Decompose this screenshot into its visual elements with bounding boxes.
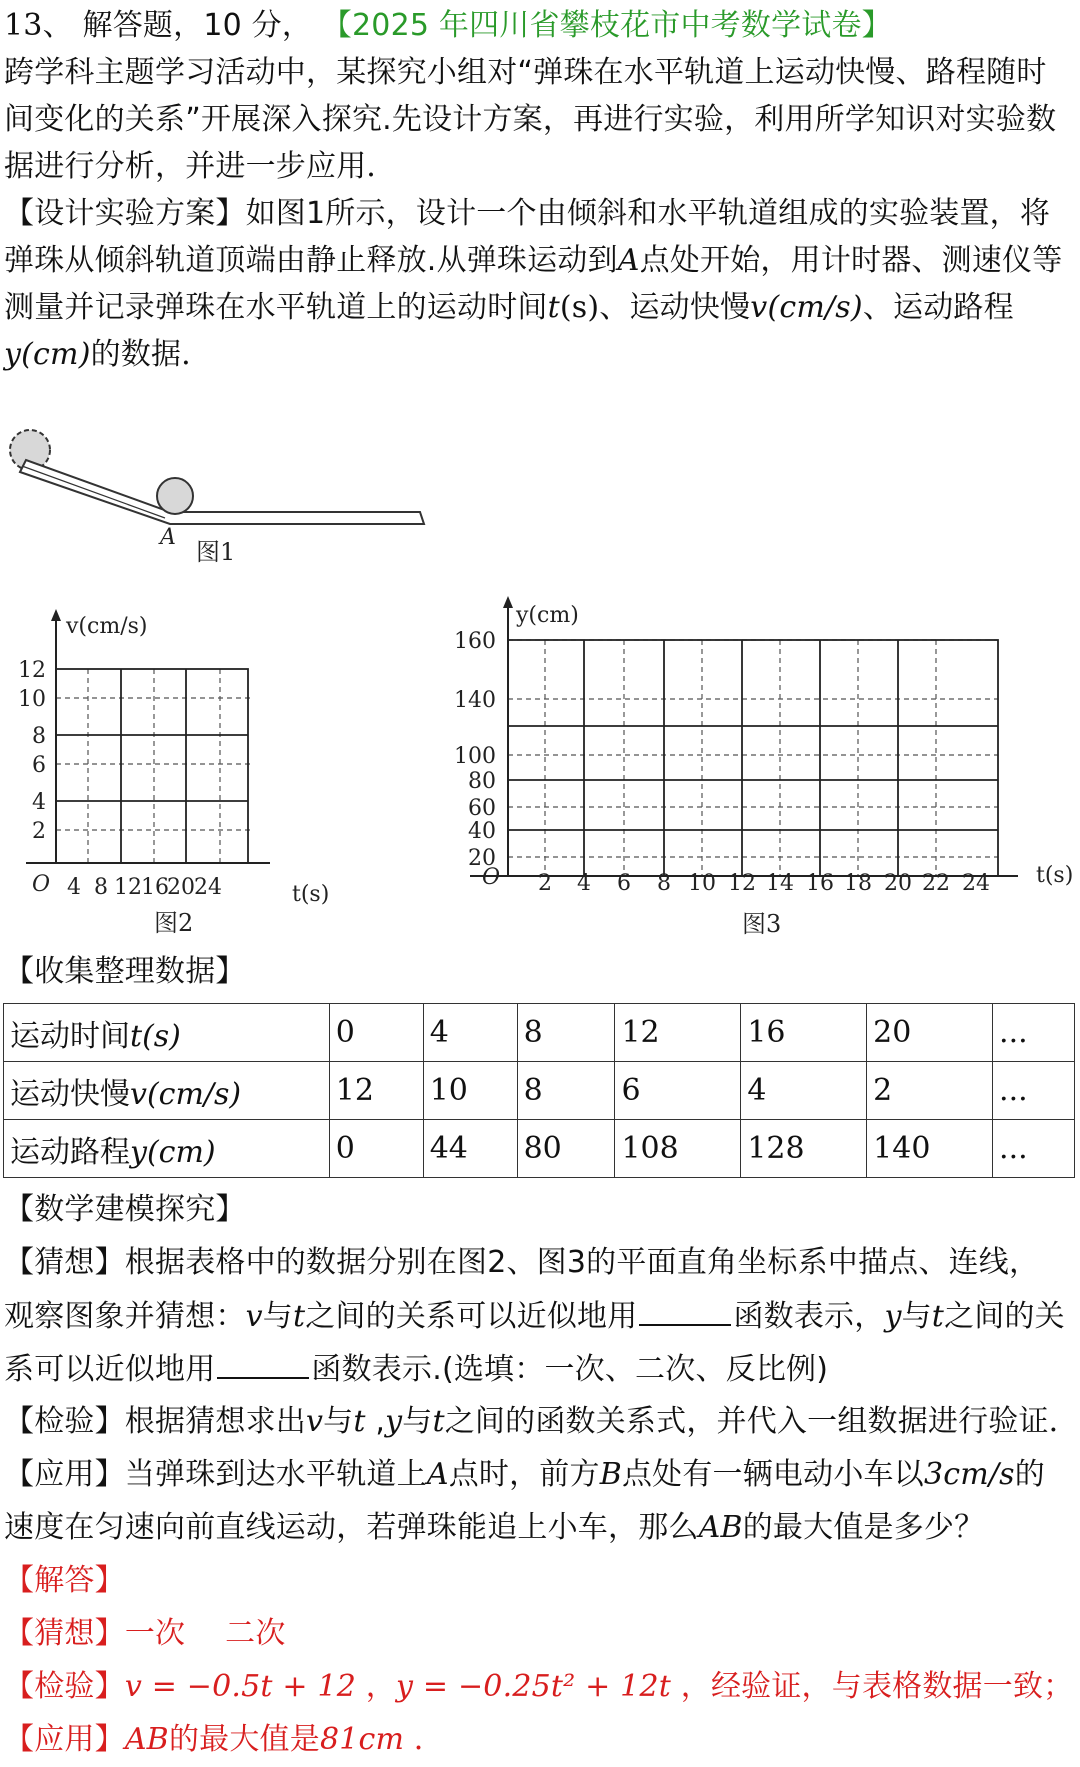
var-AB: AB — [124, 1722, 169, 1757]
x-tick-label: 20 — [884, 871, 912, 896]
x-tick-label: 8 — [657, 871, 671, 896]
x-tick-label: 6 — [617, 871, 631, 896]
text: 速度在匀速向前直线运动，若弹珠能追上小车，那么 — [4, 1510, 699, 1545]
text: 与 — [402, 1404, 433, 1439]
y-tick-label: 60 — [468, 796, 496, 821]
text: 点处有一辆电动小车以 — [621, 1457, 924, 1492]
var-v: v — [245, 1299, 263, 1334]
table-cell: 44 — [423, 1120, 517, 1178]
speed-value: 3cm/s — [923, 1457, 1015, 1492]
table-cell: 4 — [423, 1004, 517, 1062]
answer-heading: 【解答】 — [4, 1563, 125, 1598]
var-t: t — [292, 1299, 306, 1334]
text: , — [365, 1404, 386, 1439]
modeling-heading: 【数学建模探究】 — [4, 1192, 246, 1227]
table-cell: 0 — [329, 1004, 423, 1062]
guess-line-3 — [4, 1349, 828, 1390]
y-tick-label: 8 — [32, 724, 46, 749]
question-type: 解答题，10 分， — [82, 8, 313, 43]
y-tick-label: 6 — [32, 753, 46, 778]
track — [20, 460, 424, 524]
text: 、运动快慢 — [599, 290, 751, 325]
y-axis-arrow — [51, 609, 61, 621]
table-cell: 6 — [615, 1062, 741, 1120]
var-B: B — [599, 1457, 622, 1492]
table-cell: ... — [993, 1062, 1075, 1120]
var-A: A — [617, 243, 640, 278]
intro-line-3: 据进行分析，并进一步应用． — [4, 149, 397, 184]
design-line-1: 【设计实验方案】如图1所示，设计一个由倾斜和水平轨道组成的实验装置，将 — [4, 196, 1051, 231]
x-axis-label: t(s) — [292, 882, 330, 907]
table-cell: 128 — [741, 1120, 867, 1178]
collect-heading: 【收集整理数据】 — [4, 954, 246, 989]
data-table — [3, 1003, 1075, 1178]
guess-line-2 — [4, 1296, 1065, 1337]
answer-value: 81cm — [319, 1722, 405, 1757]
text: 系可以近似地用 — [4, 1352, 216, 1387]
table-cell: 108 — [615, 1120, 741, 1178]
figure-3 — [450, 590, 1080, 935]
text: 函数表示.(选填：一次、二次、反比例) — [311, 1352, 829, 1387]
y-tick-label: 40 — [468, 819, 496, 844]
x-tick-label: 10 — [688, 871, 716, 896]
table-row — [4, 1120, 1075, 1178]
y-tick-label: 160 — [454, 629, 496, 654]
row-header — [4, 1120, 330, 1178]
x-tick-label: 16 — [141, 875, 169, 900]
y-tick-label: 2 — [32, 819, 46, 844]
var-A: A — [426, 1457, 449, 1492]
design-line-3 — [4, 288, 1014, 328]
y-axis-label: v(cm/s) — [66, 614, 148, 639]
row-unit: (cm/s) — [146, 1076, 242, 1112]
x-tick-label: 4 — [577, 871, 591, 896]
text: 【猜想】 — [4, 1616, 125, 1651]
var-AB: AB — [698, 1510, 743, 1545]
y-tick-labels — [454, 629, 496, 871]
answer-verify — [4, 1667, 1073, 1707]
table-cell: 140 — [867, 1120, 993, 1178]
table-row — [4, 1062, 1075, 1120]
text: 函数表示， — [733, 1299, 885, 1334]
text: ，经验证，与表格数据一致； — [671, 1669, 1074, 1704]
y-tick-label: 4 — [32, 790, 46, 815]
x-tick-label: 20 — [167, 875, 195, 900]
y-tick-label: 20 — [468, 846, 496, 871]
table-cell: 2 — [867, 1062, 993, 1120]
row-var: t — [130, 1018, 143, 1054]
origin-label: O — [32, 872, 51, 897]
guess-line-1: 【猜想】根据表格中的数据分别在图2、图3的平面直角坐标系中描点、连线， — [4, 1245, 1040, 1280]
intro-line-1: 跨学科主题学习活动中，某探究小组对“弹珠在水平轨道上运动快慢、路程随时 — [4, 55, 1047, 90]
table-cell: ... — [993, 1004, 1075, 1062]
x-tick-label: 16 — [806, 871, 834, 896]
text: 点时，前方 — [448, 1457, 600, 1492]
figure-1-caption: 图1 — [196, 538, 236, 566]
verify-line — [4, 1402, 1079, 1442]
text: 一次 二次 — [124, 1616, 286, 1651]
origin-label: O — [482, 865, 501, 890]
equation-y: y = −0.25t² + 12t — [396, 1669, 672, 1704]
var-t: t — [432, 1404, 445, 1439]
text: 弹珠从倾斜轨道顶端由静止释放.从弹珠运动到 — [4, 243, 618, 278]
grid-frame — [508, 640, 998, 876]
text: 的最大值是多少？ — [742, 1510, 985, 1545]
table-cell: 0 — [329, 1120, 423, 1178]
table-cell: 8 — [517, 1004, 615, 1062]
row-label: 运动快慢 — [10, 1076, 130, 1112]
row-unit: (cm) — [146, 1134, 216, 1170]
table-cell: 12 — [329, 1062, 423, 1120]
design-line-2 — [4, 241, 1062, 281]
row-var: v — [130, 1076, 147, 1112]
table-cell: 12 — [615, 1004, 741, 1062]
text: 观察图象并猜想： — [4, 1299, 246, 1334]
row-unit: (s) — [142, 1018, 181, 1054]
figure-3-caption: 图3 — [742, 910, 782, 935]
x-tick-labels — [538, 871, 990, 896]
x-tick-label: 14 — [766, 871, 794, 896]
row-header — [4, 1004, 330, 1062]
point-a-label: A — [160, 525, 176, 550]
answer-blank-2[interactable] — [217, 1349, 309, 1379]
text: 之间的关 — [944, 1299, 1065, 1334]
y-tick-label: 80 — [468, 769, 496, 794]
figure-2-caption: 图2 — [154, 909, 194, 935]
equation-v: v = −0.5t + 12 — [124, 1669, 357, 1704]
x-tick-label: 24 — [194, 875, 222, 900]
var-y: y — [4, 337, 22, 372]
text: 测量并记录弹珠在水平轨道上的运动时间 — [4, 290, 548, 325]
ball — [157, 478, 193, 514]
answer-blank-1[interactable] — [639, 1296, 731, 1326]
text: ． — [404, 1722, 445, 1757]
x-tick-label: 4 — [67, 875, 81, 900]
unit: (cm) — [21, 337, 91, 372]
question-source: 【2025 年四川省攀枝花市中考数学试卷】 — [321, 8, 892, 43]
x-tick-label: 22 — [922, 871, 950, 896]
y-tick-label: 140 — [454, 688, 496, 713]
text: 的最大值是 — [168, 1722, 320, 1757]
x-tick-label: 24 — [962, 871, 990, 896]
row-header — [4, 1062, 330, 1120]
table-cell: 10 — [423, 1062, 517, 1120]
y-tick-label: 100 — [454, 744, 496, 769]
x-tick-label: 12 — [114, 875, 142, 900]
y-tick-label: 12 — [18, 658, 46, 683]
table-cell: 16 — [741, 1004, 867, 1062]
answer-guess — [4, 1614, 286, 1654]
x-tick-label: 18 — [844, 871, 872, 896]
text: 的 — [1014, 1457, 1045, 1492]
text: 、运动路程 — [862, 290, 1014, 325]
text: ， — [356, 1669, 396, 1704]
text: 与 — [323, 1404, 354, 1439]
var-v: v — [306, 1404, 324, 1439]
text: 与 — [262, 1299, 293, 1334]
x-axis-label: t(s) — [1036, 863, 1074, 888]
text: 之间的关系可以近似地用 — [305, 1299, 638, 1334]
unit: (cm/s) — [767, 290, 863, 325]
table-cell: 80 — [517, 1120, 615, 1178]
table-cell: ... — [993, 1120, 1075, 1178]
apply-line-2 — [4, 1508, 984, 1548]
track-inner — [22, 466, 165, 518]
var-t: t — [547, 290, 560, 325]
x-tick-label: 2 — [538, 871, 552, 896]
row-label: 运动时间 — [10, 1018, 130, 1054]
x-tick-label: 8 — [94, 875, 108, 900]
y-axis-label: y(cm) — [516, 603, 579, 628]
apply-line-1 — [4, 1455, 1045, 1495]
y-axis-arrow — [503, 596, 513, 608]
var-y: y — [385, 1404, 403, 1439]
y-tick-labels — [18, 658, 46, 844]
text: 【应用】 — [4, 1722, 125, 1757]
table-row — [4, 1004, 1075, 1062]
table-cell: 4 — [741, 1062, 867, 1120]
question-header — [4, 6, 892, 46]
answer-apply — [4, 1720, 444, 1760]
table-cell: 8 — [517, 1062, 615, 1120]
unit: (s) — [559, 290, 600, 325]
figure-1 — [0, 420, 440, 570]
text: 【应用】当弹珠到达水平轨道上 — [4, 1457, 427, 1492]
text: 【检验】 — [4, 1669, 125, 1704]
text: 点处开始，用计时器、测速仪等 — [639, 243, 1063, 278]
var-y: y — [884, 1299, 902, 1334]
question-number: 13、 — [4, 8, 73, 43]
figure-2 — [0, 595, 350, 935]
row-var: y — [130, 1134, 147, 1170]
design-line-4 — [4, 335, 211, 375]
text: 之间的函数关系式，并代入一组数据进行验证． — [444, 1404, 1079, 1439]
var-v: v — [750, 290, 768, 325]
table-cell: 20 — [867, 1004, 993, 1062]
text: 的数据． — [90, 337, 212, 372]
row-label: 运动路程 — [10, 1134, 130, 1170]
y-tick-label: 10 — [18, 687, 46, 712]
x-tick-label: 12 — [728, 871, 756, 896]
x-tick-labels — [67, 875, 222, 900]
var-t: t — [931, 1299, 945, 1334]
var-t: t — [353, 1404, 366, 1439]
text: 与 — [901, 1299, 932, 1334]
text: 【检验】根据猜想求出 — [4, 1404, 306, 1439]
intro-line-2: 间变化的关系”开展深入探究.先设计方案，再进行实验，利用所学知识对实验数 — [4, 102, 1057, 137]
